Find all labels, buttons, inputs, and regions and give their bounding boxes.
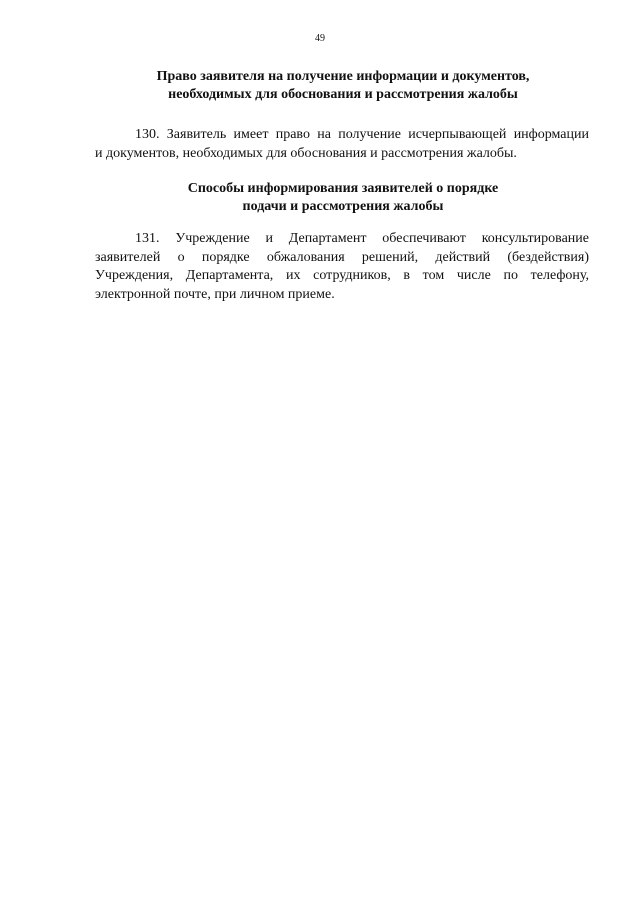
heading-line: необходимых для обоснования и рассмотрения жалобы [168,87,518,102]
page-number: 49 [315,33,325,44]
section-heading-right-to-information [98,68,588,104]
heading-line: Способы информирования заявителей о порядке [187,181,499,196]
paragraph-line: Учреждения, Департамента, их сотрудников, в том числе по телефону, [95,268,589,283]
section-heading-informing-methods [98,180,588,216]
paragraph-130 [95,126,589,163]
paragraph-line: заявителей о порядке обжалования решений, действий (бездействия) [95,249,589,265]
paragraph-line: электронной почте, при личном приеме. [95,286,335,302]
heading-line: Право заявителя на получение информации и документов, [156,69,530,84]
paragraph-line: 130. Заявитель имеет право на получение исчерпывающей информации [135,127,589,142]
paragraph-line: и документов, необходимых для обоснования и рассмотрения жалобы. [95,145,517,161]
paragraph-131 [95,230,589,304]
heading-line: подачи и рассмотрения жалобы [242,199,444,214]
paragraph-line: 131. Учреждение и Департамент обеспечивают консультирование [135,231,589,246]
